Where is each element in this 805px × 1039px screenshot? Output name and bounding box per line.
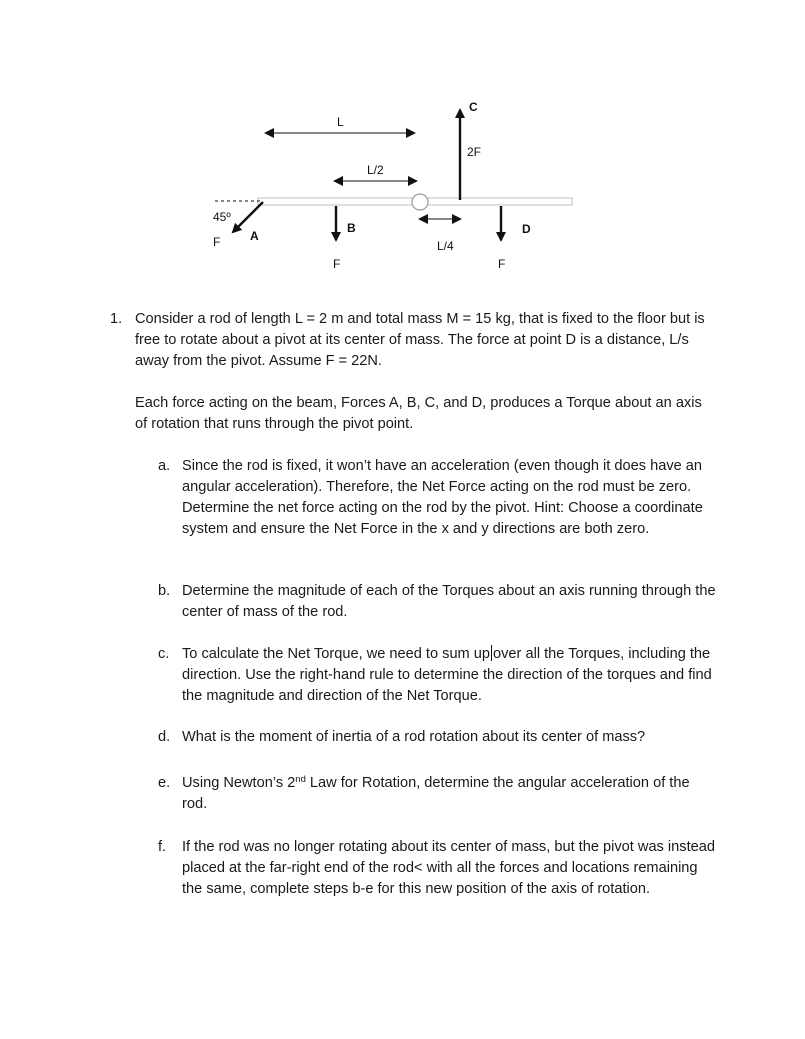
part-c-text (182, 644, 717, 707)
question-number: 1. (110, 311, 123, 327)
part-b-text: Determine the magnitude of each of the Torques about an axis running through the center of mass of the rod. (182, 583, 716, 620)
rod-force-diagram (0, 0, 805, 290)
part-c-text-before: To calculate the Net Torque, we need to sum up (182, 646, 491, 662)
part-e-text (182, 773, 717, 815)
label-F-D: F (498, 257, 506, 271)
part-c-text-after: over all the Torques, including the direction. Use the right-hand rule to determine the direction of the torques and find the magnitude and direction of the Net Torque. (182, 646, 712, 704)
part-f-marker: f. (158, 839, 167, 855)
part-e-text-before: Using Newton’s 2 (182, 775, 296, 791)
pivot-circle (412, 194, 428, 210)
label-F-B: F (333, 257, 341, 271)
label-F-A: F (213, 235, 221, 249)
label-L-half: L/2 (367, 163, 384, 177)
label-angle: 45º (213, 210, 231, 224)
question-intro-torque: Each force acting on the beam, Forces A, B, C, and D, produces a Torque about an axis of rotation that runs through the pivot point. (135, 395, 702, 432)
label-2F: 2F (467, 145, 482, 159)
label-B: B (347, 221, 356, 235)
part-c-marker: c. (158, 646, 170, 662)
part-e-superscript: nd (295, 774, 306, 785)
label-L: L (337, 115, 344, 129)
text-cursor (491, 645, 492, 661)
force-A-arrow (233, 202, 263, 232)
label-A: A (250, 229, 259, 243)
question-intro: Consider a rod of length L = 2 m and total mass M = 15 kg, that is fixed to the floor but is free to rotate about a pivot at its center of mass. The force at point D is a distance, L/s away from the pivot. Assume F = 22N. (135, 311, 705, 369)
part-e-text-after: Law for Rotation, determine the angular acceleration of the rod. (182, 775, 690, 812)
part-d-text: What is the moment of inertia of a rod rotation about its center of mass? (182, 729, 646, 745)
part-d-marker: d. (158, 729, 171, 745)
label-D: D (522, 222, 531, 236)
part-a-text: Since the rod is fixed, it won’t have an acceleration (even though it does have an angular acceleration). Therefore, the Net Force acting on the rod must be zero. Determine the net force acting on the rod by the pivot. Hint: Choose a coordinate system and ensure the Net Force in the x and y directions are both zero. (182, 458, 703, 537)
part-e-marker: e. (158, 775, 171, 791)
part-f-text: If the rod was no longer rotating about its center of mass, but the pivot was instead placed at the far-right end of the rod< with all the forces and locations remaining the same, complete steps b-e for this new position of the axis of rotation. (182, 839, 715, 897)
part-b-marker: b. (158, 583, 171, 599)
label-C: C (469, 100, 478, 114)
part-a-marker: a. (158, 458, 171, 474)
label-L-quarter: L/4 (437, 239, 454, 253)
